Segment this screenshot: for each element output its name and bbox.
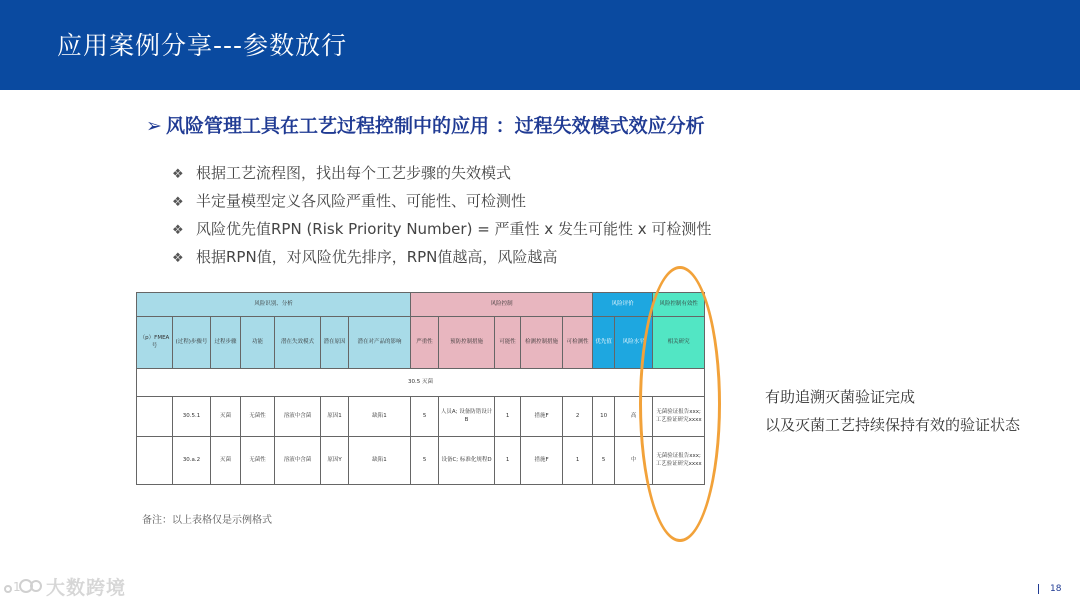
page-number [1040, 584, 1061, 594]
cell-detectability: 2 [563, 397, 593, 437]
cell-occurrence: 1 [495, 437, 521, 485]
column-header-row [137, 317, 705, 369]
highlight-ellipse [639, 266, 721, 542]
cell-step-no: 30.a.2 [173, 437, 211, 485]
table-row [137, 437, 705, 485]
bullet-text: 半定量模型定义各风险严重性、可能性、可检测性 [196, 192, 527, 210]
slide-title: 应用案例分享---参数放行 [57, 31, 348, 60]
cell-effect: 缺陷1 [349, 397, 411, 437]
col-severity: 严重性 [411, 317, 439, 369]
col-function: 功能 [241, 317, 275, 369]
bullet-text: 风险优先值RPN (Risk Priority Number) = 严重性 x 发生可能性 x 可检测性 [196, 220, 712, 238]
cell-fmea-no [137, 397, 173, 437]
diamond-bullet-icon: ❖ [172, 251, 184, 266]
cell-function: 无菌性 [241, 397, 275, 437]
col-prevention: 预防控制措施 [439, 317, 495, 369]
cell-step: 灭菌 [211, 437, 241, 485]
cell-severity: 5 [411, 437, 439, 485]
group-effectiveness: 风险控制有效性 [653, 293, 705, 317]
cell-failure-mode: 溶液中含菌 [275, 397, 321, 437]
fmea-table [136, 292, 705, 485]
list-item [172, 243, 711, 271]
col-step: 过程步骤 [211, 317, 241, 369]
cell-step: 灭菌 [211, 397, 241, 437]
section-row [137, 369, 705, 397]
group-control: 风险控制 [411, 293, 593, 317]
diamond-bullet-icon: ❖ [172, 167, 184, 182]
brand-logo-icon [4, 573, 42, 599]
cell-cause: 原因Y [321, 437, 349, 485]
svg-text:1: 1 [13, 580, 21, 594]
cell-function: 无菌性 [241, 437, 275, 485]
cell-step-no: 30.5.1 [173, 397, 211, 437]
bullet-list [172, 159, 711, 271]
col-cause: 潜在原因 [321, 317, 349, 369]
col-detectability: 可检测性 [563, 317, 593, 369]
col-step-no: (过程)步骤号 [173, 317, 211, 369]
cell-risk-level: 中 [615, 437, 653, 485]
bullet-text: 根据工艺流程图，找出每个工艺步骤的失效模式 [196, 164, 512, 182]
cell-priority: 10 [593, 397, 615, 437]
group-identify: 风险识别、分析 [137, 293, 411, 317]
bullet-text: 根据RPN值，对风险优先排序，RPN值越高，风险越高 [196, 248, 558, 266]
side-note-line-1: 有助追溯灭菌验证完成 [765, 388, 916, 406]
table-remark: 备注：以上表格仅是示例格式 [142, 515, 272, 526]
cell-fmea-no [137, 437, 173, 485]
cell-detection-control: 措施F [521, 437, 563, 485]
diamond-bullet-icon: ❖ [172, 195, 184, 210]
cell-prevention: 人员A; 设备防错设计B [439, 397, 495, 437]
section-subtitle [146, 111, 705, 138]
col-research: 相关研究 [653, 317, 705, 369]
col-fmea-no: （p）FMEA号 [137, 317, 173, 369]
cell-priority: 5 [593, 437, 615, 485]
col-detection-control: 检测控制措施 [521, 317, 563, 369]
arrow-bullet-icon: ➢ [146, 115, 162, 137]
page-number-divider [1038, 584, 1039, 594]
col-risk-level: 风险水平 [615, 317, 653, 369]
list-item [172, 159, 711, 187]
side-note-line-2: 以及灭菌工艺持续保持有效的验证状态 [765, 416, 1021, 434]
group-evaluate: 风险评价 [593, 293, 653, 317]
cell-risk-level: 高 [615, 397, 653, 437]
section-label: 30.5 灭菌 [137, 369, 705, 397]
brand-logo-text: 大数跨境 [46, 576, 127, 599]
list-item [172, 215, 711, 243]
slide-header [0, 0, 1080, 90]
col-priority: 优先值 [593, 317, 615, 369]
subtitle-text: 风险管理工具在工艺过程控制中的应用 ：过程失效模式效应分析 [166, 115, 705, 137]
group-header-row [137, 293, 705, 317]
page-number-text: 18 [1050, 584, 1062, 594]
cell-prevention: 设备C; 标准化规程D [439, 437, 495, 485]
cell-severity: 5 [411, 397, 439, 437]
col-effect: 潜在对产品的影响 [349, 317, 411, 369]
cell-research: 无菌验证报告xxx; 工艺验证研究xxxx [653, 437, 705, 485]
col-occurrence: 可能性 [495, 317, 521, 369]
cell-detection-control: 措施F [521, 397, 563, 437]
brand-logo [4, 571, 126, 601]
cell-detectability: 1 [563, 437, 593, 485]
table-row [137, 397, 705, 437]
cell-effect: 缺陷1 [349, 437, 411, 485]
diamond-bullet-icon: ❖ [172, 223, 184, 238]
list-item [172, 187, 711, 215]
cell-cause: 原因1 [321, 397, 349, 437]
col-failure-mode: 潜在失效模式 [275, 317, 321, 369]
side-note [765, 383, 1020, 439]
cell-occurrence: 1 [495, 397, 521, 437]
cell-research: 无菌验证报告xxx; 工艺验证研究xxxx [653, 397, 705, 437]
cell-failure-mode: 溶液中含菌 [275, 437, 321, 485]
